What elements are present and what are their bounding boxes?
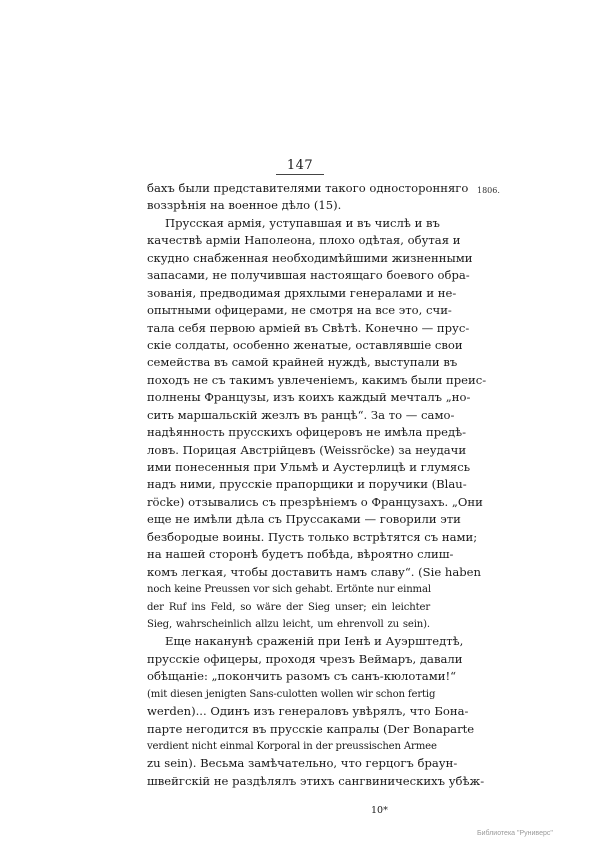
text-line: noch keine Preussen vor sich gehabt. Ertönte nur einmal	[147, 584, 431, 596]
text-line: надѣянность прусскихъ офицеровъ не имѣла предѣ-	[147, 425, 467, 440]
text-line: обѣщаніе: „покончить разомъ съ санъ-кюлотами!“	[147, 669, 457, 684]
text-line: походъ не съ такимъ увлеченіемъ, какимъ были преис-	[147, 372, 487, 387]
text-line: röcke) отзывались съ презрѣніемъ о Французахъ. „Они	[147, 494, 483, 509]
text-line: сить маршальскій жезлъ въ ранцѣ“. За то — само-	[147, 407, 455, 422]
text-line: на нашей сторонѣ будетъ побѣда, вѣроятно слиш-	[147, 547, 454, 562]
text-line: тала себя первою арміей въ Свѣтѣ. Конечно — прус-	[147, 320, 470, 335]
text-line: ловъ. Порицая Австрійцевъ (Weissröcke) за неудачи	[147, 442, 467, 457]
text-line: семейства въ самой крайней нуждѣ, выступали въ	[147, 355, 458, 370]
text-line: прусскіе офицеры, проходя чрезъ Веймаръ, давали	[147, 651, 463, 666]
text-line: парте негодится въ прусскіе капралы (Der Bonaparte	[147, 721, 475, 736]
text-line: швейгскій не раздѣлялъ этихъ сангвиническихъ убѣж-	[147, 773, 485, 788]
text-line: бахъ были представителями такого односторонняго	[147, 181, 469, 195]
page-number: 147	[286, 158, 314, 173]
text-line: Прусская армія, уступавшая и въ числѣ и въ	[165, 215, 440, 230]
text-line: ими понесенныя при Ульмѣ и Аустерлицѣ и глумясь	[147, 460, 471, 474]
text-line: скудно снабженная необходимѣйшими жизненными	[147, 250, 473, 265]
text-line: werden)... Одинъ изъ генераловъ увѣрялъ, что Бона-	[147, 704, 469, 719]
text-line: der Ruf ins Feld, so wäre der Sieg unser; ein leichter	[147, 601, 430, 613]
signature-mark: 10*	[371, 805, 388, 816]
text-line: verdient nicht einmal Korporal in der preussischen Armee	[147, 741, 437, 752]
text-line: еще не имѣли дѣла съ Пруссаками — говорили эти	[147, 512, 461, 527]
text-line: скіе солдаты, особенно женатые, оставлявшіе свои	[147, 337, 463, 352]
text-line: надъ ними, прусскіе прапорщики и поручики (Blau-	[147, 477, 467, 492]
body-text	[147, 180, 487, 790]
page-number-rule	[276, 174, 324, 175]
margin-year-note: 1806.	[477, 186, 500, 195]
library-watermark: Библиотека "Руниверс"	[477, 830, 553, 837]
text-line: (mit diesen jenigten Sans-culotten wollen wir schon fertig	[147, 688, 436, 700]
text-line: безбородые воины. Пусть только встрѣтятся съ нами;	[147, 529, 478, 544]
text-line: Еще наканунѣ сраженій при Іенѣ и Ауэрштедтѣ,	[165, 634, 464, 649]
text-line: комъ легкая, чтобы доставить намъ славу“. (Sie haben	[147, 564, 481, 579]
text-line: запасами, не получившая настоящаго боевого обра-	[147, 268, 470, 283]
text-line: zu sein). Весьма замѣчательно, что герцогъ браун-	[147, 756, 458, 771]
text-line: качествѣ арміи Наполеона, плохо одѣтая, обутая и	[147, 233, 461, 248]
text-line: Sieg, wahrscheinlich allzu leicht, um ehrenvoll zu sein).	[147, 618, 430, 630]
text-line: опытными офицерами, не смотря на все это, счи-	[147, 303, 452, 318]
text-line: воззрѣнія на военное дѣло (15).	[147, 198, 342, 213]
text-line: зованія, предводимая дряхлыми генералами и не-	[147, 285, 457, 300]
text-line: полнены Французы, изъ коихъ каждый мечталъ „но-	[147, 390, 471, 405]
